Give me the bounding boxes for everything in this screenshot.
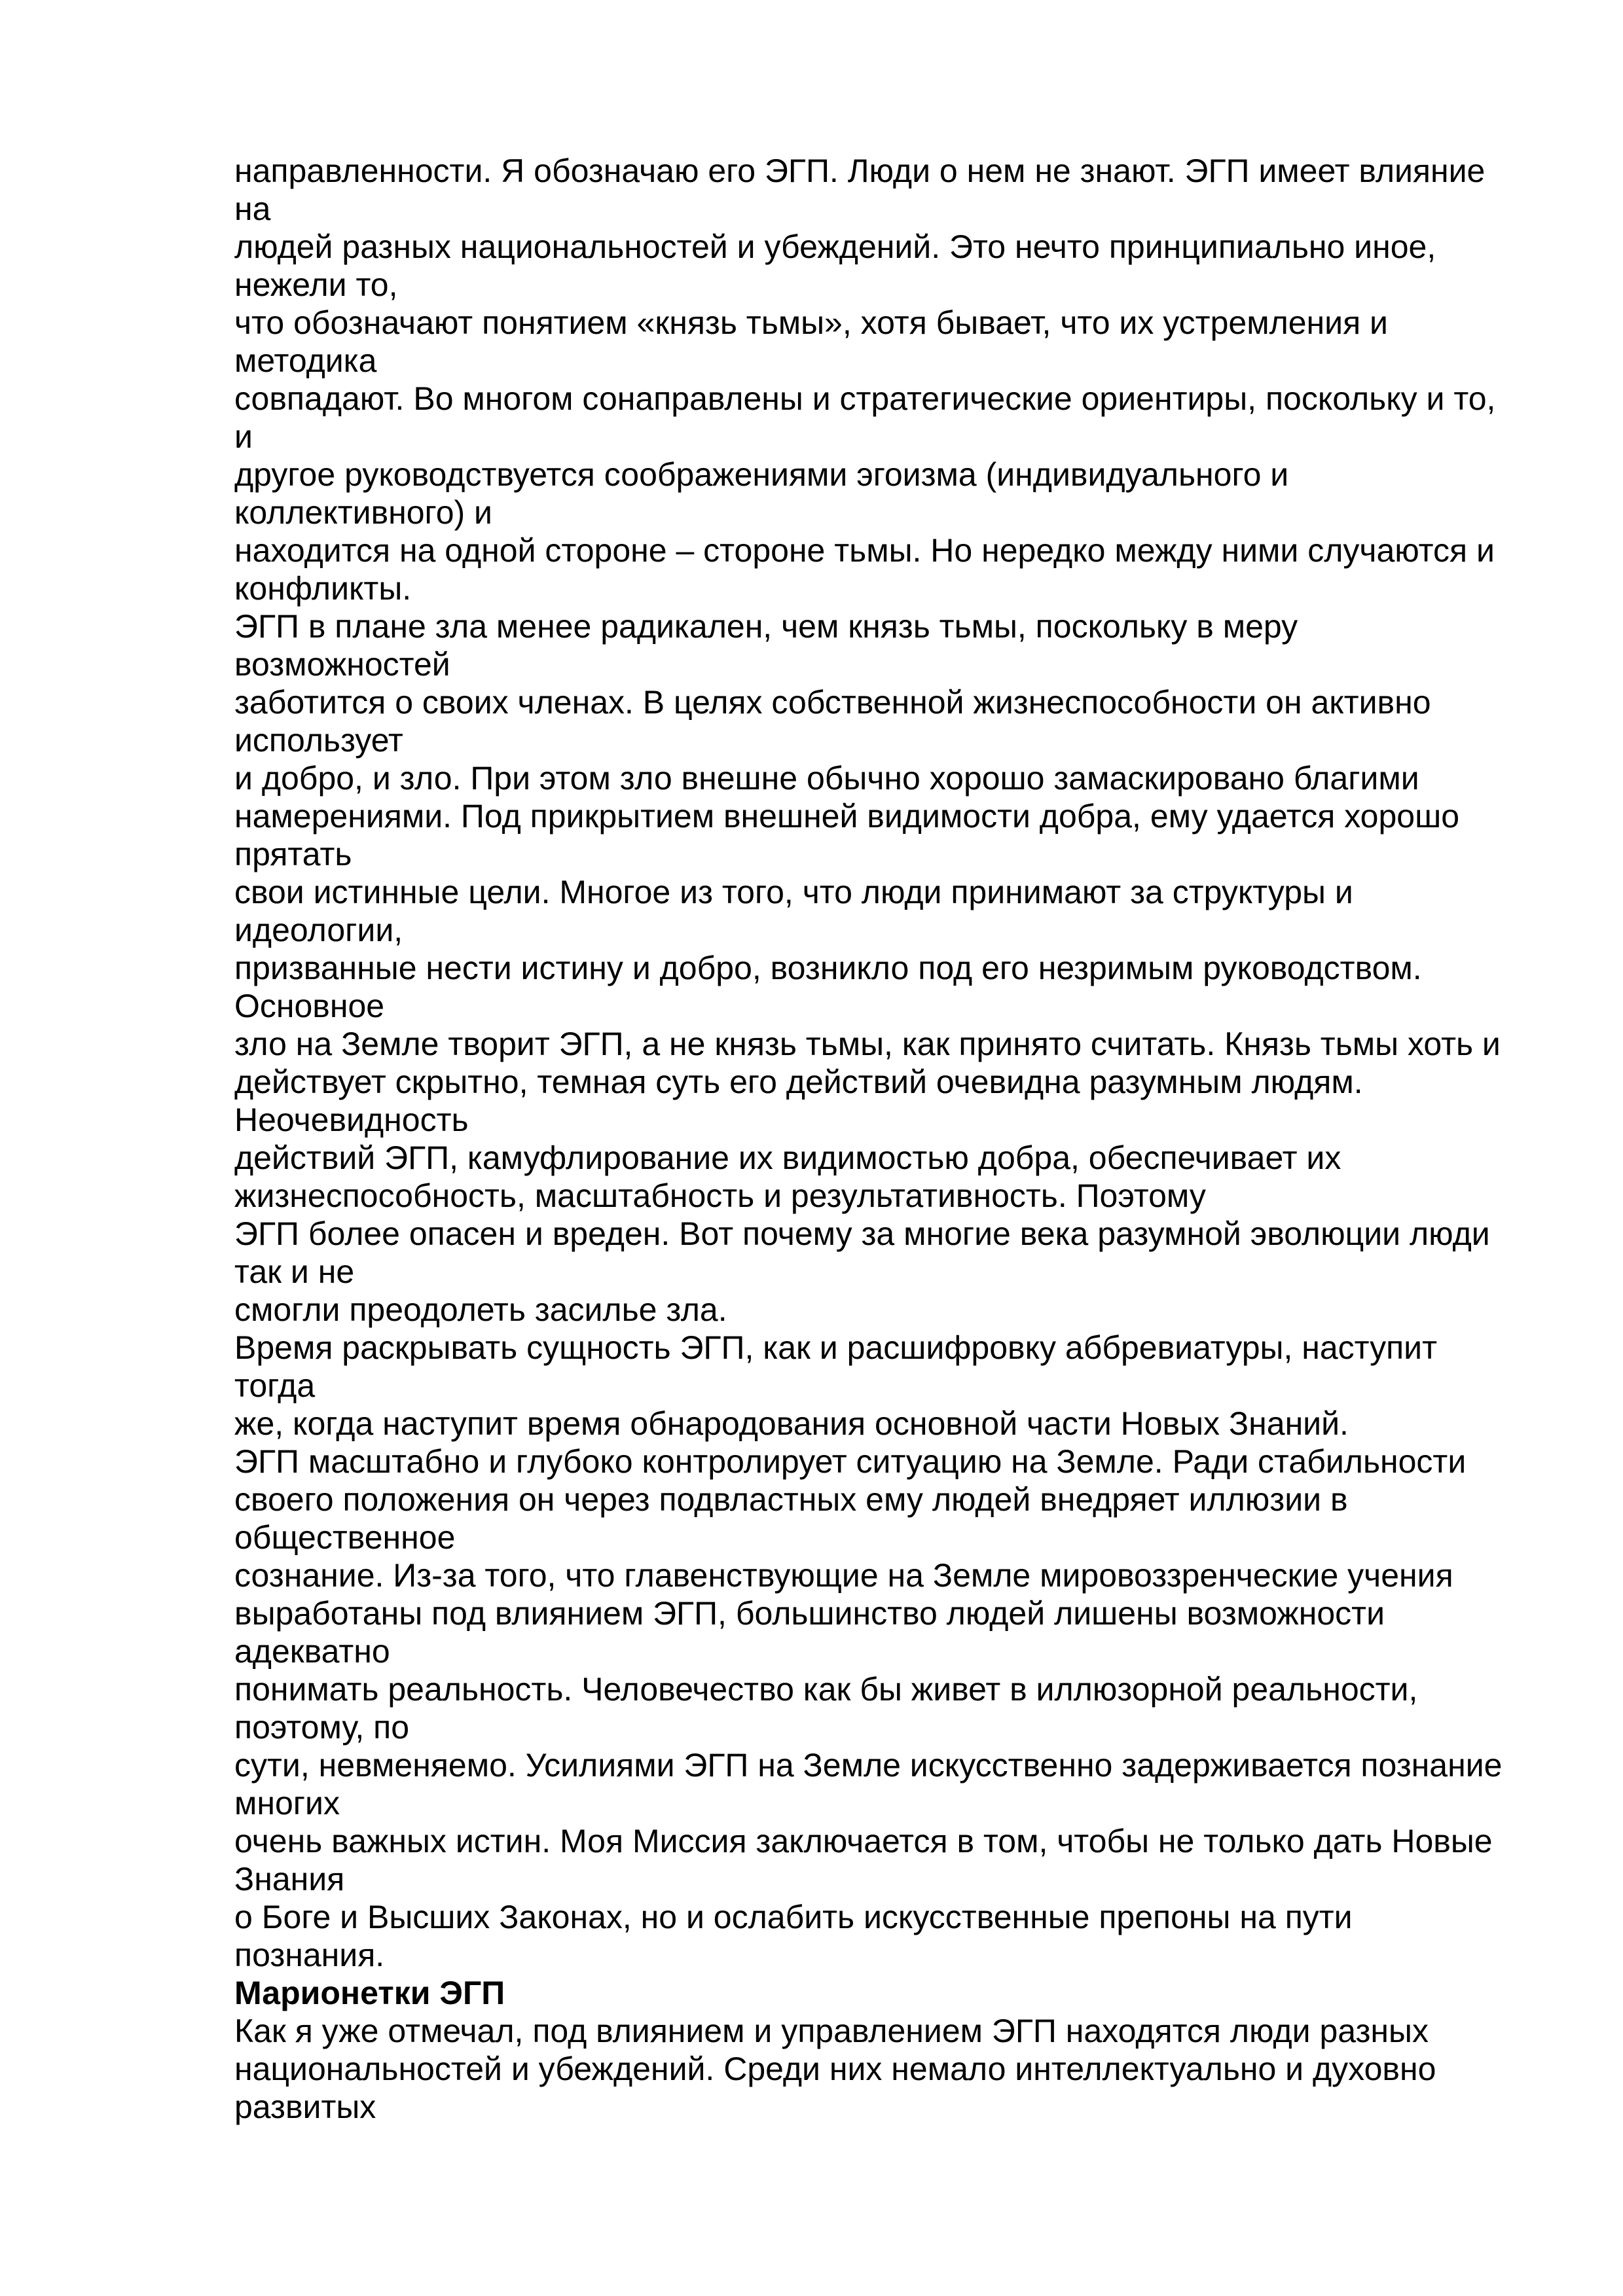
text-line: Основное	[234, 988, 385, 1024]
text-line: другое руководствуется соображениями эгоизма (индивидуального и	[234, 456, 1289, 493]
text-line: ЭГП более опасен и вреден. Вот почему за многие века разумной эволюции люди	[234, 1215, 1490, 1252]
text-line: о Боге и Высших Законах, но и ослабить искусственные препоны на пути	[234, 1899, 1353, 1935]
text-line: идеологии,	[234, 912, 403, 948]
text-line: развитых	[234, 2089, 376, 2125]
text-line: своего положения он через подвластных ему людей внедряет иллюзии в	[234, 1481, 1348, 1518]
text-line: людей разных национальностей и убеждений. Это нечто принципиально иное,	[234, 228, 1436, 265]
text-line: жизнеспособность, масштабность и результативность. Поэтому	[234, 1177, 1206, 1214]
text-line: сути, невменяемо. Усилиями ЭГП на Земле искусственно задерживается познание	[234, 1747, 1503, 1784]
text-line: познания.	[234, 1937, 385, 1973]
text-line: многих	[234, 1785, 340, 1821]
text-line: общественное	[234, 1519, 456, 1556]
text-line: призванные нести истину и добро, возникло под его незримым руководством.	[234, 950, 1422, 986]
text-line: действий ЭГП, камуфлирование их видимостью добра, обеспечивает их	[234, 1139, 1341, 1176]
text-line: национальностей и убеждений. Среди них немало интеллектуально и духовно	[234, 2051, 1436, 2087]
text-line: Время раскрывать сущность ЭГП, как и расшифровку аббревиатуры, наступит	[234, 1329, 1438, 1366]
text-line: смогли преодолеть засилье зла.	[234, 1291, 727, 1328]
text-line: возможностей	[234, 646, 450, 683]
text-line: использует	[234, 722, 403, 759]
text-line: и добро, и зло. При этом зло внешне обычно хорошо замаскировано благими	[234, 760, 1419, 797]
text-line: очень важных истин. Моя Миссия заключается в том, чтобы не только дать Новые	[234, 1823, 1493, 1859]
text-line: методика	[234, 342, 377, 379]
text-line: Знания	[234, 1861, 345, 1897]
text-line: заботится о своих членах. В целях собственной жизнеспособности он активно	[234, 684, 1431, 721]
text-line: тогда	[234, 1367, 316, 1404]
text-line: сознание. Из-за того, что главенствующие на Земле мировоззренческие учения	[234, 1557, 1453, 1594]
text-line: конфликты.	[234, 570, 412, 607]
body-text-after-heading	[234, 2012, 1511, 2126]
text-line: намерениями. Под прикрытием внешней видимости добра, ему удается хорошо	[234, 798, 1460, 834]
body-text-before-heading	[234, 152, 1511, 1974]
text-line: действует скрытно, темная суть его действий очевидна разумным людям.	[234, 1064, 1363, 1100]
text-line: свои истинные цели. Многое из того, что люди принимают за структуры и	[234, 874, 1353, 910]
text-line: поэтому, по	[234, 1709, 410, 1746]
text-line: коллективного) и	[234, 494, 492, 531]
text-line: что обозначают понятием «князь тьмы», хотя бывает, что их устремления и	[234, 304, 1388, 341]
text-line: понимать реальность. Человечество как бы живет в иллюзорной реальности,	[234, 1671, 1418, 1708]
text-line: Неочевидность	[234, 1102, 469, 1138]
text-line: прятать	[234, 836, 352, 872]
text-line: зло на Земле творит ЭГП, а не князь тьмы, как принято считать. Князь тьмы хоть и	[234, 1026, 1501, 1062]
text-line: ЭГП в плане зла менее радикален, чем князь тьмы, поскольку в меру	[234, 608, 1298, 645]
text-line: направленности. Я обозначаю его ЭГП. Люди о нем не знают. ЭГП имеет влияние	[234, 152, 1486, 189]
text-line: совпадают. Во многом сонаправлены и стратегические ориентиры, поскольку и то,	[234, 380, 1496, 417]
text-line: адекватно	[234, 1633, 390, 1670]
text-line: ЭГП масштабно и глубоко контролирует ситуацию на Земле. Ради стабильности	[234, 1443, 1467, 1480]
text-line: находится на одной стороне – стороне тьмы. Но нередко между ними случаются и	[234, 532, 1495, 569]
text-line: так и не	[234, 1253, 355, 1290]
text-line: выработаны под влиянием ЭГП, большинство людей лишены возможности	[234, 1595, 1385, 1632]
text-line: нежели то,	[234, 266, 398, 303]
text-line: на	[234, 190, 271, 227]
text-line: Как я уже отмечал, под влиянием и управлением ЭГП находятся люди разных	[234, 2013, 1429, 2049]
text-line: и	[234, 418, 253, 455]
text-line: же, когда наступит время обнародования основной части Новых Знаний.	[234, 1405, 1349, 1442]
section-heading: Марионетки ЭГП	[234, 1975, 505, 2011]
document-page	[234, 152, 1511, 2126]
